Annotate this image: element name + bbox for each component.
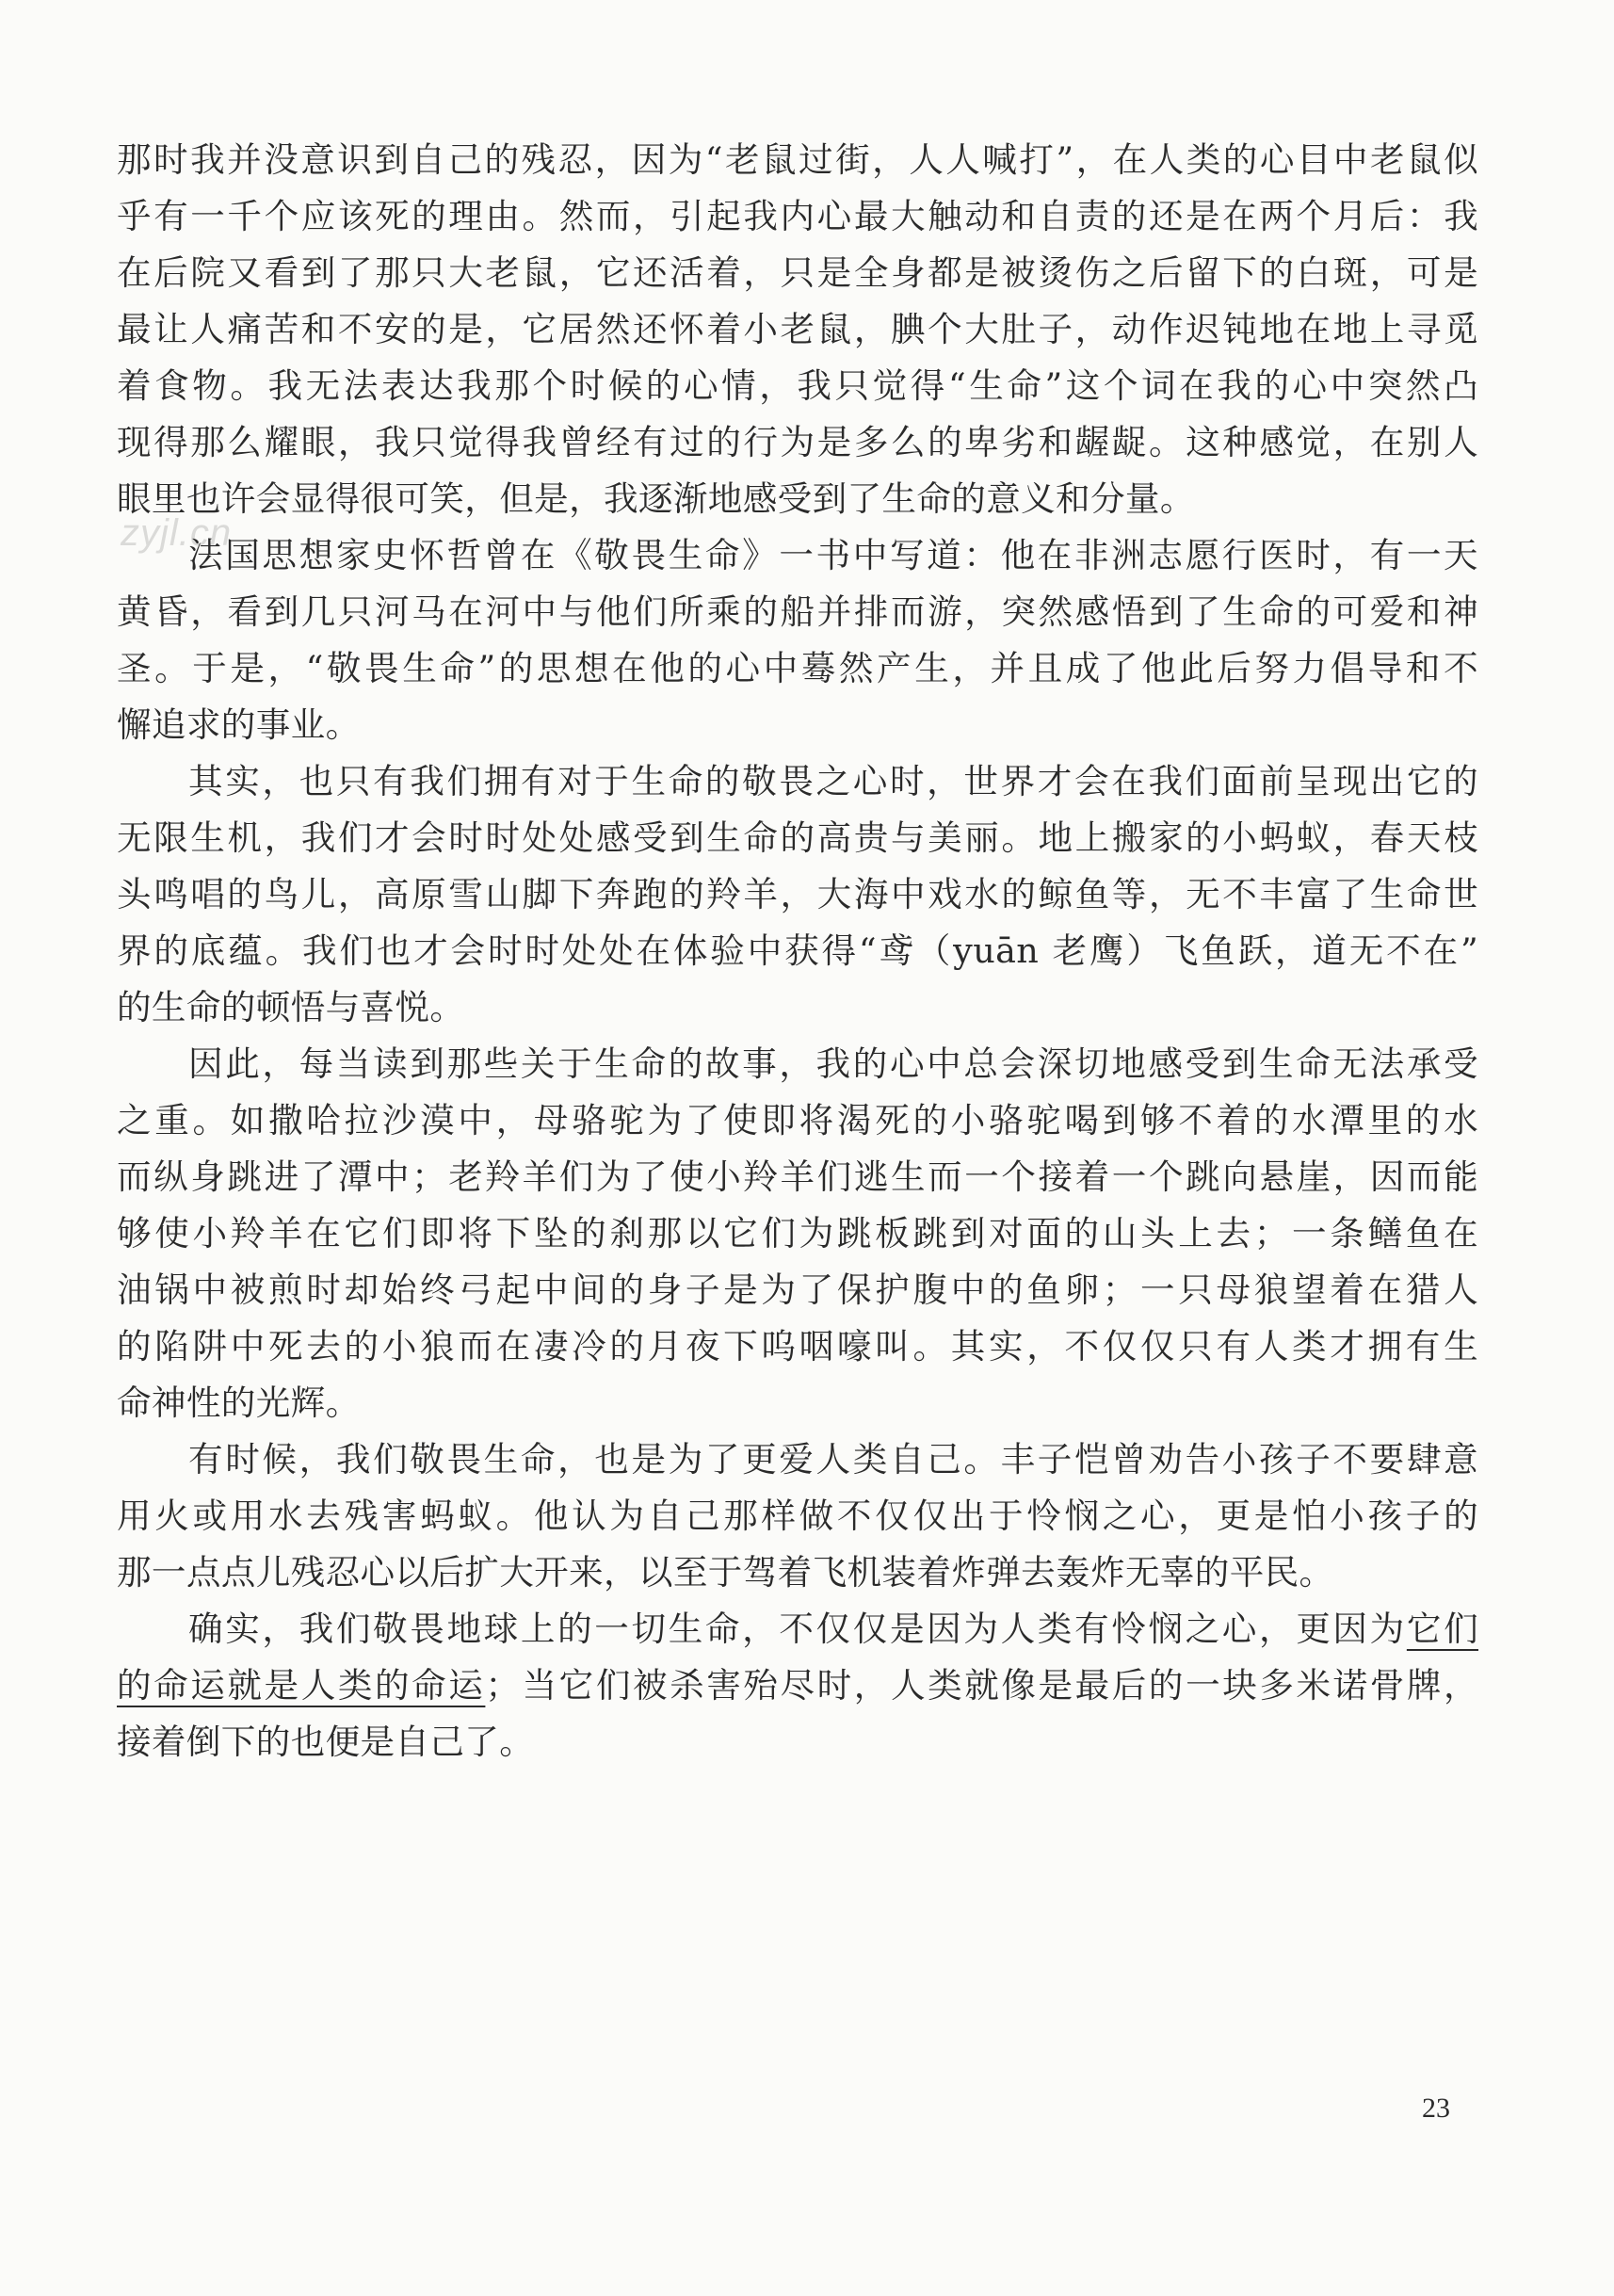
text-line: 油锅中被煎时却始终弓起中间的身子是为了保护腹中的鱼卵；一只母狼望着在猎人 (117, 1269, 1478, 1310)
text-segment: ；当它们被杀害殆尽时，人类就像是最后的一块多米诺骨牌， (485, 1665, 1478, 1706)
text-line: 圣。于是，“敬畏生命”的思想在他的心中蓦然产生，并且成了他此后努力倡导和不 (117, 648, 1478, 688)
text-line: 法国思想家史怀哲曾在《敬畏生命》一书中写道：他在非洲志愿行医时，有一天 (188, 535, 1478, 575)
text-line: 因此，每当读到那些关于生命的故事，我的心中总会深切地感受到生命无法承受 (188, 1043, 1478, 1084)
text-line (117, 1657, 1478, 1714)
underlined-phrase: 的命运就是人类的命运 (117, 1665, 486, 1706)
text-line: 眼里也许会显得很可笑，但是，我逐渐地感受到了生命的意义和分量。 (117, 478, 1195, 519)
text-line: 够使小羚羊在它们即将下坠的刹那以它们为跳板跳到对面的山头上去；一条鳝鱼在 (117, 1213, 1478, 1253)
text-line: 有时候，我们敬畏生命，也是为了更爱人类自己。丰子恺曾劝告小孩子不要肆意 (188, 1439, 1478, 1479)
text-line: 界的底蕴。我们也才会时时处处在体验中获得“鸢（yuān 老鹰）飞鱼跃，道无不在” (117, 930, 1478, 971)
text-line: 黄昏，看到几只河马在河中与他们所乘的船并排而游，突然感悟到了生命的可爱和神 (117, 591, 1478, 632)
text-line: 现得那么耀眼，我只觉得我曾经有过的行为是多么的卑劣和龌龊。这种感觉，在别人 (117, 422, 1478, 462)
text-line: 接着倒下的也便是自己了。 (117, 1722, 535, 1762)
paragraph-1 (117, 132, 1478, 527)
text-line: 最让人痛苦和不安的是，它居然还怀着小老鼠，腆个大肚子，动作迟钝地在地上寻觅 (117, 309, 1478, 349)
text-line: 而纵身跳进了潭中；老羚羊们为了使小羚羊们逃生而一个接着一个跳向悬崖，因而能 (117, 1156, 1478, 1197)
text-line: 其实，也只有我们拥有对于生命的敬畏之心时，世界才会在我们面前呈现出它的 (188, 761, 1478, 801)
text-line: 用火或用水去残害蚂蚁。他认为自己那样做不仅仅出于怜悯之心，更是怕小孩子的 (117, 1496, 1478, 1536)
text-line: 命神性的光辉。 (117, 1382, 361, 1423)
text-line: 那时我并没意识到自己的残忍，因为“老鼠过街，人人喊打”，在人类的心目中老鼠似 (117, 139, 1478, 180)
underlined-phrase: 它们 (1406, 1609, 1478, 1649)
paragraph-2 (117, 527, 1478, 753)
page-number: 23 (1422, 2093, 1450, 2124)
text-line: 无限生机，我们才会时时处处感受到生命的高贵与美丽。地上搬家的小蚂蚁，春天枝 (117, 817, 1478, 858)
text-line: 头鸣唱的鸟儿，高原雪山脚下奔跑的羚羊，大海中戏水的鲸鱼等，无不丰富了生命世 (117, 874, 1478, 914)
text-line (117, 1601, 1478, 1657)
document-body (117, 132, 1478, 1771)
text-line: 懈追求的事业。 (117, 704, 361, 745)
text-line: 之重。如撒哈拉沙漠中，母骆驼为了使即将渴死的小骆驼喝到够不着的水潭里的水 (117, 1100, 1478, 1140)
text-line: 乎有一千个应该死的理由。然而，引起我内心最大触动和自责的还是在两个月后：我 (117, 196, 1478, 236)
text-line: 那一点点儿残忍心以后扩大开来，以至于驾着飞机装着炸弹去轰炸无辜的平民。 (117, 1552, 1334, 1593)
paragraph-6 (117, 1601, 1478, 1771)
paragraph-5 (117, 1431, 1478, 1601)
paragraph-4 (117, 1036, 1478, 1431)
text-line: 的生命的顿悟与喜悦。 (117, 987, 465, 1027)
text-line: 着食物。我无法表达我那个时候的心情，我只觉得“生命”这个词在我的心中突然凸 (117, 365, 1478, 406)
text-line: 在后院又看到了那只大老鼠，它还活着，只是全身都是被烫伤之后留下的白斑，可是 (117, 252, 1478, 293)
watermark: zyjl.cn (121, 512, 233, 554)
paragraph-3 (117, 753, 1478, 1036)
text-segment: 确实，我们敬畏地球上的一切生命，不仅仅是因为人类有怜悯之心，更因为 (188, 1609, 1407, 1649)
text-line: 的陷阱中死去的小狼而在凄冷的月夜下呜咽嚎叫。其实，不仅仅只有人类才拥有生 (117, 1326, 1478, 1366)
